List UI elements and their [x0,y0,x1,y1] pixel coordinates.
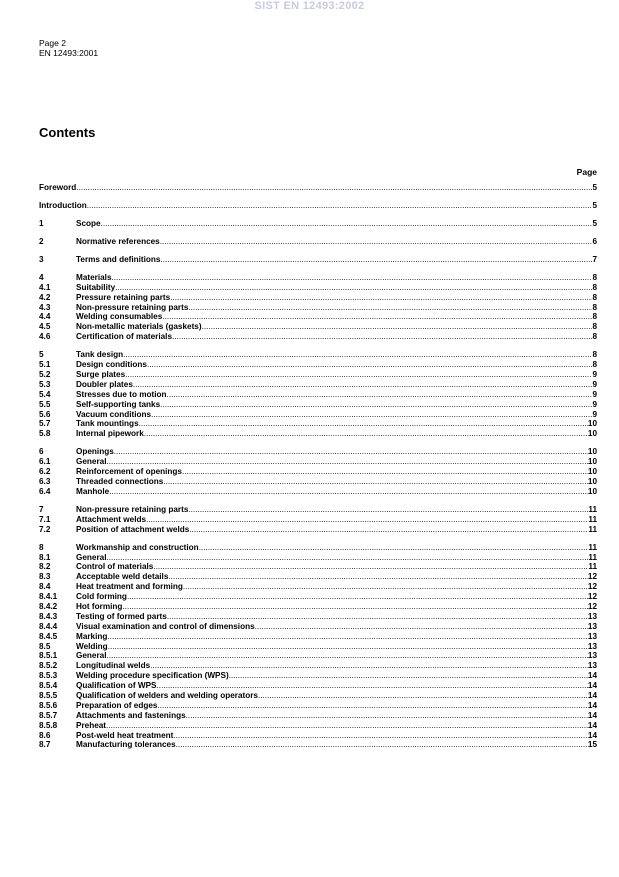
toc-entry-title: Longitudinal welds [76,661,151,671]
toc-entry-number: 8.6 [39,730,51,740]
dot-leader [107,632,587,642]
dot-leader [127,592,588,602]
toc-entry-page: 13 [587,661,597,671]
toc-entry-page: 6 [592,236,597,246]
toc-entry-title: Non-pressure retaining parts [76,504,189,514]
toc-entry-title: Welding consumables [76,312,163,322]
toc-entry-number: 6 [39,447,44,457]
toc-entry-number: 2 [39,236,44,246]
toc-entry-number: 8.1 [39,552,51,562]
toc-entry[interactable] [39,691,597,701]
toc-entry-page: 11 [588,562,597,572]
dot-leader [255,622,588,632]
toc-entry-title: Scope [76,218,101,228]
toc-entry-number: 1 [39,218,44,228]
toc-entry[interactable] [39,370,597,380]
toc-entry-page: 8 [592,282,597,292]
toc-entry-page: 13 [587,641,597,651]
toc-entry[interactable] [39,380,597,390]
dot-leader [107,553,589,563]
dot-leader [183,582,588,592]
toc-entry[interactable] [39,592,597,602]
toc-entry[interactable] [39,255,597,265]
toc-entry-page: 14 [587,710,597,720]
dot-leader [229,671,588,681]
toc-entry-number: 5.5 [39,399,51,409]
toc-entry-title: Non-pressure retaining parts [76,302,189,312]
dot-leader [167,390,593,400]
toc-entry[interactable] [39,701,597,711]
toc-entry[interactable] [39,582,597,592]
toc-entry-title: Marking [76,631,108,641]
toc-entry-number: 8.7 [39,740,51,750]
toc-entry-number: 8.4 [39,582,51,592]
dot-leader [150,661,588,671]
toc-entry[interactable] [39,390,597,400]
toc-entry[interactable] [39,350,597,360]
toc-entry-number: 8.5.7 [39,710,58,720]
toc-entry-title: Threaded connections [76,477,164,487]
dot-leader [123,350,592,360]
toc-entry-page: 7 [592,254,597,264]
toc-entry-title: Suitability [76,282,116,292]
toc-entry-page: 9 [592,379,597,389]
toc-entry-number: 8.4.5 [39,631,58,641]
dot-leader [167,612,588,622]
toc-entry-title: Hot forming [76,602,123,612]
toc-entry-number: 7 [39,504,44,514]
dot-leader [133,380,593,390]
toc-entry[interactable] [39,360,597,370]
toc-entry-number: 5.8 [39,429,51,439]
toc-entry-title: Pressure retaining parts [76,292,171,302]
toc-entry[interactable] [39,273,597,283]
dot-leader [87,201,593,211]
dot-leader [163,477,588,487]
toc-entry-page: 15 [587,740,597,750]
dot-leader [146,515,588,525]
toc-entry[interactable] [39,332,597,342]
toc-entry[interactable] [39,457,597,467]
toc-entry-title: Foreword [39,183,77,192]
toc-entry-number: 5.4 [39,389,51,399]
toc-entry[interactable] [39,525,597,535]
dot-leader [199,543,589,553]
toc-entry[interactable] [39,322,597,332]
dot-leader [258,691,588,701]
toc-entry[interactable] [39,183,597,193]
toc-entry[interactable] [39,429,597,439]
toc-entry-number: 5.6 [39,409,51,419]
toc-entry-page: 8 [592,292,597,302]
toc-entry[interactable] [39,515,597,525]
toc-entry-number: 3 [39,254,44,264]
toc-entry-number: 4.1 [39,282,51,292]
dot-leader [76,183,592,193]
dot-leader [176,740,588,750]
toc-entry-number: 4.5 [39,322,51,332]
toc-entry-page: 14 [587,691,597,701]
toc-entry-page: 8 [592,360,597,370]
toc-entry-page: 11 [588,524,597,534]
toc-entry-page: 14 [587,730,597,740]
toc-entry-page: 10 [587,467,597,477]
dot-leader [144,429,588,439]
toc-entry-number: 7.2 [39,524,51,534]
toc-entry-page: 10 [587,447,597,457]
toc-entry-page: 5 [592,218,597,228]
toc-entry-page: 10 [587,429,597,439]
toc-entry[interactable] [39,283,597,293]
toc-entry-title: Preheat [76,720,107,730]
toc-entry[interactable] [39,553,597,563]
toc-entry-title: Qualification of WPS [76,681,157,691]
toc-entry-page: 12 [587,582,597,592]
toc-entry-page: 11 [588,514,597,524]
toc-entry-page: 10 [587,486,597,496]
dot-leader [114,447,588,457]
toc-entry-title: Cold forming [76,592,127,602]
page-number: Page 2 [39,38,66,48]
toc-entry[interactable] [39,303,597,313]
toc-entry-page: 10 [587,419,597,429]
toc-entry-number: 8.5 [39,641,51,651]
toc-entry[interactable] [39,219,597,229]
toc-entry[interactable] [39,622,597,632]
dot-leader [115,283,592,293]
toc-entry-title: Stresses due to motion [76,389,167,399]
toc-entry-number: 4.3 [39,302,51,312]
toc-entry-page: 8 [592,272,597,282]
toc-entry-number: 8.4.2 [39,602,58,612]
standard-number: EN 12493:2001 [39,48,99,58]
toc-entry-page: 14 [587,671,597,681]
toc-entry[interactable] [39,671,597,681]
toc-entry-number: 6.1 [39,457,51,467]
dot-leader [122,602,588,612]
toc-entry[interactable] [39,477,597,487]
toc-entry-number: 8.5.2 [39,661,58,671]
toc-entry-page: 13 [587,621,597,631]
toc-entry-number: 8.5.4 [39,681,58,691]
watermark: SIST EN 12493:2002 [254,0,365,12]
toc-entry-page: 8 [592,322,597,332]
toc-entry-page: 11 [588,542,597,552]
dot-leader [108,642,588,652]
toc-entry-page: 13 [587,631,597,641]
toc-entry-page: 12 [587,572,597,582]
toc-entry-page: 8 [592,350,597,360]
toc-entry-page: 13 [587,611,597,621]
toc-entry-title: Self-supporting tanks [76,399,161,409]
table-of-contents [39,183,597,750]
toc-entry-title: Control of materials [76,562,154,572]
dot-leader [168,572,588,582]
toc-entry-page: 11 [588,552,597,562]
toc-entry-number: 8.2 [39,562,51,572]
toc-entry-number: 6.3 [39,477,51,487]
toc-entry-page: 10 [587,457,597,467]
dot-leader [107,457,588,467]
toc-entry-number: 8 [39,542,44,552]
toc-entry[interactable] [39,651,597,661]
toc-entry[interactable] [39,293,597,303]
toc-entry-title: Tank design [76,350,124,360]
toc-entry-number: 5 [39,350,44,360]
toc-entry-number: 4 [39,272,44,282]
toc-entry-number: 8.3 [39,572,51,582]
toc-entry[interactable] [39,721,597,731]
toc-entry-title: Certification of materials [76,332,172,342]
toc-entry-title: Design conditions [76,360,147,370]
toc-entry-page: 12 [587,602,597,612]
toc-entry-number: 4.2 [39,292,51,302]
toc-entry[interactable] [39,400,597,410]
toc-entry[interactable] [39,572,597,582]
dot-leader [186,711,588,721]
toc-entry-number: 5.1 [39,360,51,370]
toc-entry[interactable] [39,661,597,671]
toc-entry-number: 8.5.3 [39,671,58,681]
toc-entry-page: 12 [587,592,597,602]
toc-entry-title: Openings [76,447,114,457]
toc-entry-page: 14 [587,720,597,730]
toc-entry-title: Acceptable weld details [76,572,169,582]
toc-entry-title: Vacuum conditions [76,409,152,419]
toc-entry-page: 14 [587,681,597,691]
dot-leader [106,721,588,731]
toc-entry-title: Introduction [39,200,87,210]
dot-leader [139,419,588,429]
toc-entry[interactable] [39,632,597,642]
dot-leader [202,322,593,332]
toc-entry-number: 8.4.4 [39,621,58,631]
toc-entry[interactable] [39,312,597,322]
toc-entry[interactable] [39,467,597,477]
toc-entry-number: 8.5.5 [39,691,58,701]
toc-entry-title: Qualification of welders and welding operators [76,691,258,701]
toc-entry[interactable] [39,740,597,750]
toc-entry-number: 8.4.1 [39,592,58,602]
dot-leader [188,303,592,313]
toc-entry-title: Attachment welds [76,514,147,524]
dot-leader [162,312,592,322]
toc-entry-title: Workmanship and construction [76,542,199,552]
toc-entry-page: 8 [592,302,597,312]
toc-entry-number: 6.4 [39,486,51,496]
toc-entry-title: General [76,457,107,467]
toc-entry[interactable] [39,237,597,247]
dot-leader [101,219,593,229]
dot-leader [107,651,588,661]
toc-entry[interactable] [39,410,597,420]
toc-entry[interactable] [39,419,597,429]
toc-entry-title: Preparation of edges [76,700,158,710]
toc-entry-number: 7.1 [39,514,51,524]
toc-entry-page: 14 [587,700,597,710]
toc-entry-page: 5 [592,200,597,210]
dot-leader [182,467,588,477]
toc-entry-title: Reinforcement of openings [76,467,182,477]
toc-entry-title: Testing of formed parts [76,611,167,621]
toc-entry-number: 4.6 [39,332,51,342]
toc-entry[interactable] [39,543,597,553]
toc-entry-title: Terms and definitions [76,254,161,264]
dot-leader [157,681,588,691]
toc-entry-number: 6.2 [39,467,51,477]
toc-entry[interactable] [39,562,597,572]
dot-leader [189,525,588,535]
dot-leader [160,400,592,410]
toc-entry-number: 5.3 [39,379,51,389]
toc-entry-page: 13 [587,651,597,661]
dot-leader [170,293,592,303]
toc-entry-title: Tank mountings [76,419,139,429]
toc-entry[interactable] [39,602,597,612]
dot-leader [173,731,588,741]
toc-entry-page: 9 [592,399,597,409]
dot-leader [157,701,587,711]
toc-entry-page: 5 [592,183,597,192]
toc-entry-number: 8.5.6 [39,700,58,710]
toc-entry-title: Welding procedure specification (WPS) [76,671,229,681]
toc-entry[interactable] [39,681,597,691]
toc-entry-title: Position of attachment welds [76,524,190,534]
toc-entry[interactable] [39,487,597,497]
toc-entry-page: 9 [592,389,597,399]
dot-leader [160,255,592,265]
toc-entry[interactable] [39,612,597,622]
toc-entry-title: Post-weld heat treatment [76,730,174,740]
toc-entry-number: 5.7 [39,419,51,429]
toc-entry-title: Attachments and fastenings [76,710,186,720]
toc-entry-title: Materials [76,272,112,282]
dot-leader [153,562,588,572]
dot-leader [160,237,593,247]
toc-entry-title: General [76,552,107,562]
page-title: Contents [39,125,96,140]
page-column-label: Page [576,167,597,177]
toc-entry[interactable] [39,447,597,457]
toc-entry-title: Internal pipework [76,429,144,439]
toc-entry-title: Welding [76,641,108,651]
toc-entry[interactable] [39,201,597,211]
toc-entry[interactable] [39,642,597,652]
toc-entry-number: 4.4 [39,312,51,322]
toc-entry[interactable] [39,505,597,515]
toc-entry-title: Manhole [76,486,110,496]
toc-entry-number: 8.5.8 [39,720,58,730]
toc-entry-title: Heat treatment and forming [76,582,183,592]
dot-leader [112,273,593,283]
toc-entry-page: 9 [592,409,597,419]
dot-leader [151,410,592,420]
dot-leader [172,332,592,342]
dot-leader [188,505,588,515]
dot-leader [125,370,592,380]
toc-entry[interactable] [39,711,597,721]
toc-entry-number: 5.2 [39,370,51,380]
toc-entry-page: 11 [588,504,597,514]
toc-entry-number: 8.5.1 [39,651,58,661]
toc-entry-page: 10 [587,477,597,487]
toc-entry-title: General [76,651,107,661]
toc-entry-number: 8.4.3 [39,611,58,621]
toc-entry-title: Surge plates [76,370,126,380]
toc-entry-page: 8 [592,332,597,342]
page-header [39,38,98,58]
dot-leader [109,487,588,497]
dot-leader [147,360,592,370]
toc-entry-title: Doubler plates [76,379,133,389]
toc-entry-title: Normative references [76,236,160,246]
toc-entry[interactable] [39,731,597,741]
toc-entry-page: 8 [592,312,597,322]
toc-entry-title: Manufacturing tolerances [76,740,176,750]
toc-entry-title: Non-metallic materials (gaskets) [76,322,202,332]
toc-entry-title: Visual examination and control of dimensions [76,621,255,631]
toc-entry-page: 9 [592,370,597,380]
